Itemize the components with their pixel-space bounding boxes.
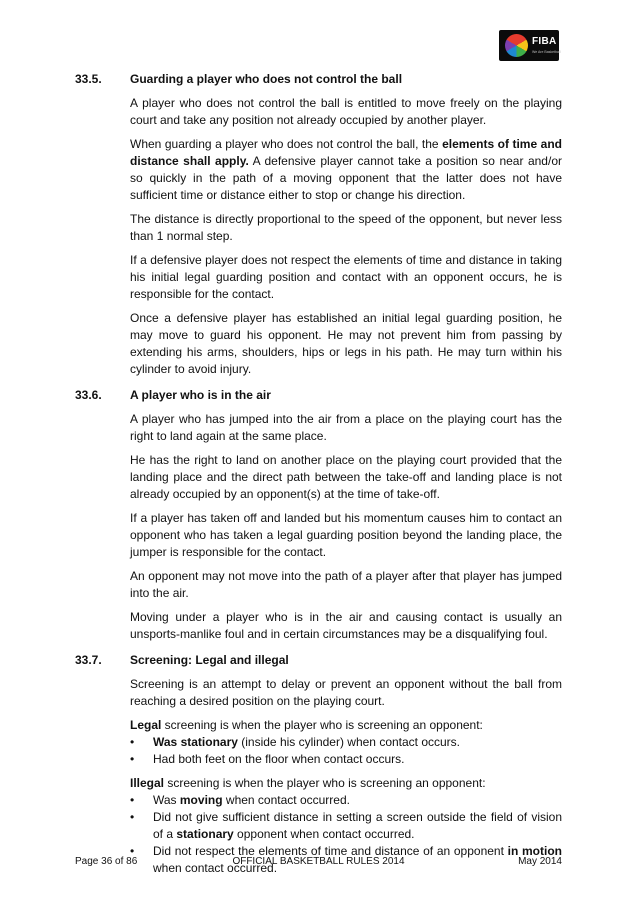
paragraph: When guarding a player who does not control the ball, the elements of time and distance shall apply. A defensive player cannot take a position so near and/or so quickly in the path of a moving opponent that the latter does not have sufficient time or distance either to stop or change his direction. [130,137,562,202]
section-heading [75,387,562,404]
basketball-logo-icon [505,34,528,57]
bullet-icon: • [130,735,135,749]
section-title: Guarding a player who does not control the ball [130,72,403,86]
section-number: 33.6. [75,388,102,402]
paragraph: Moving under a player who is in the air and causing contact is usually an unsports-manlike foul and in certain circumstances may be a disqualifying foul. [130,610,562,641]
section-33-6 [75,387,562,643]
paragraph: A player who has jumped into the air from a place on the playing court has the right to land again at the same place. [130,412,562,443]
section-number: 33.7. [75,653,102,667]
illegal-screening-intro: Illegal screening is when the player who is screening an opponent: [130,776,486,790]
paragraph: If a defensive player does not respect the elements of time and distance in taking his initial legal guarding position and contact with an opponent occurs, he is responsible for the contact. [130,253,562,301]
legal-screening-list [130,734,562,768]
list-item: • Had both feet on the floor when contact occurs. [130,752,405,766]
bullet-icon: • [130,810,135,824]
section-number: 33.5. [75,72,102,86]
section-heading [75,652,562,669]
paragraph: A player who does not control the ball is entitled to move freely on the playing court and take any position not already occupied by another player. [130,96,562,127]
paragraph: Screening is an attempt to delay or prevent an opponent without the ball from reaching a desired position on the playing court. [130,677,562,708]
section-title: A player who is in the air [130,388,271,402]
paragraph: He has the right to land on another place on the playing court provided that the landing place and the direct path between the take-off and landing place is not already occupied by an opponent(s) at the time of take-off. [130,453,562,501]
section-heading [75,71,562,88]
list-item: • Was moving when contact occurred. [130,793,350,807]
section-title: Screening: Legal and illegal [130,653,289,667]
logo-text: FIBA [532,36,557,47]
list-item: • Was stationary (inside his cylinder) when contact occurs. [130,735,461,749]
section-33-5 [75,71,562,378]
list-item: • Did not respect the elements of time and distance of an opponent in motion when contact occurred. [130,844,562,875]
page-footer [75,855,562,869]
section-33-7 [75,652,562,877]
paragraph: The distance is directly proportional to the speed of the opponent, but never less than 1 normal step. [130,212,562,243]
document-body [75,71,562,884]
paragraph: If a player has taken off and landed but his momentum causes him to contact an opponent who has taken a legal guarding position beyond the landing place, the jumper is responsible for the contact. [130,511,562,559]
logo-tagline: We Are Basketball [532,50,561,54]
bullet-icon: • [130,752,135,766]
legal-screening-intro: Legal screening is when the player who is screening an opponent: [130,718,483,732]
document-title: OFFICIAL BASKETBALL RULES 2014 [232,856,405,867]
bullet-icon: • [130,844,135,858]
page-number: Page 36 of 86 [75,856,138,867]
bullet-icon: • [130,793,135,807]
fiba-logo [499,30,559,61]
emphasis: elements of time and distance shall apply. [130,137,562,168]
paragraph: Once a defensive player has established an initial legal guarding position, he may move to guard his opponent. He may not prevent him from passing by extending his arms, shoulders, hips or legs in his path. He may turn within his cylinder to avoid injury. [130,311,562,376]
paragraph: An opponent may not move into the path of a player after that player has jumped into the air. [130,569,562,600]
list-item: • Did not give sufficient distance in setting a screen outside the field of vision of a stationary opponent when contact occurred. [130,810,562,841]
document-date: May 2014 [518,856,562,867]
